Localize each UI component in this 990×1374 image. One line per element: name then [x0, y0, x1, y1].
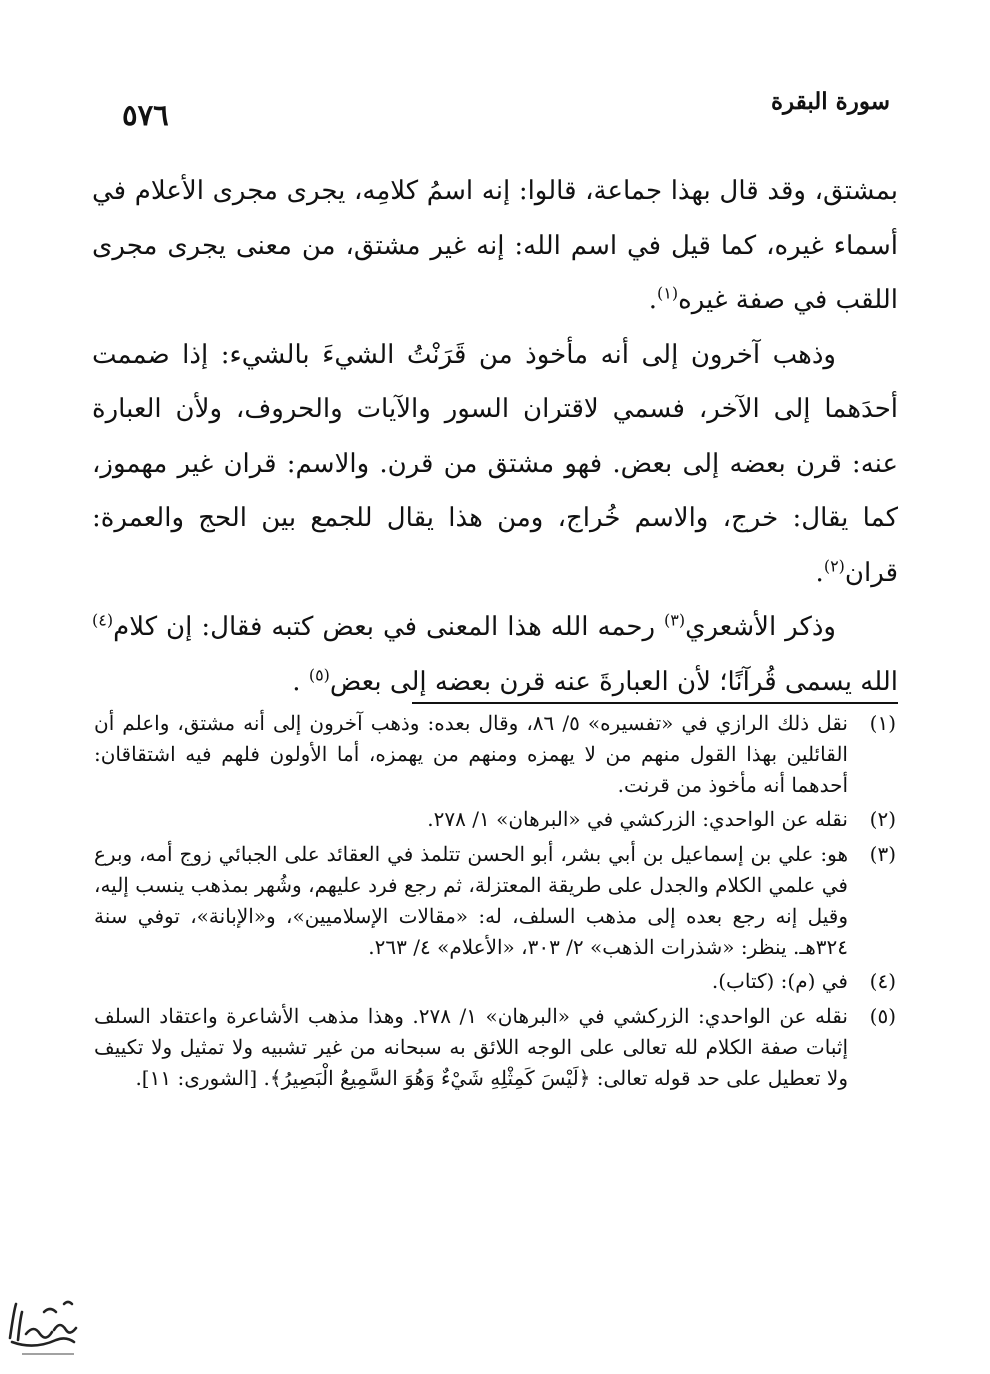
footnote-1: [94, 708, 896, 800]
paragraph-2: [92, 328, 898, 601]
paragraph-3-text-b: رحمه الله هذا المعنى في بعض كتبه فقال: إن كلام: [113, 612, 664, 642]
paragraph-1-end: .: [648, 285, 657, 315]
footnotes: [94, 708, 896, 1094]
paragraph-2-end: .: [815, 557, 824, 588]
paragraph-1-text: بمشتق، وقد قال بهذا جماعة، قالوا: إنه اسمُ كلامِه، يجرى مجرى الأعلام في أسماء غيره، كما قيل في اسم الله: إنه غير مشتق، من معنى يجرى مجرى اللقب في صفة غيره: [92, 176, 898, 315]
footnote-ref-4: (٤): [92, 610, 114, 630]
paragraph-3: [92, 600, 898, 709]
footnote-number: (٣): [869, 842, 896, 867]
main-text: [92, 164, 898, 709]
paragraph-2-text: وذهب آخرون إلى أنه مأخوذ من قَرَنْتُ الشيءَ بالشيء: إذا ضممت أحدَهما إلى الآخر، فسمي لاقتران السور والآيات والحروف، ولأن العبارة عنه: قرن بعضه إلى بعض. فهو مشتق من قرن. والاسم: قران غير مهموز، كما يقال: خرج، والاسم خُراج، ومن هذا يقال للجمع بين الحج والعمرة: قران: [92, 339, 898, 588]
footnote-number: (١): [869, 711, 896, 735]
footnote-ref-3: (٣): [664, 610, 686, 630]
footnote-text: في (م): (كتاب).: [711, 969, 848, 994]
footnote-text: هو: علي بن إسماعيل بن أبي بشر، أبو الحسن تتلمذ في العقائد على الجبائي زوج أمه، وبرع في علمي الكلام والجدل على طريقة المعتزلة، ثم رجع فرد عليهم، وشُهر بمذهب ينسب إليه، وقيل إنه رجع بعده إلى مذهب السلف، له: «مقالات الإسلاميين»، و«الإبانة»، توفي سنة ٣٢٤هـ. ينظر: «شذرات الذهب» ٢/ ٣٠٣، «الأعلام» ٤/ ٢٦٣.: [94, 842, 848, 959]
footnote-3: [94, 839, 896, 962]
footnote-divider: [412, 702, 898, 704]
paragraph-3-end: .: [292, 666, 309, 697]
footnote-ref-5: (٥): [308, 664, 330, 684]
footnote-ref-1: (١): [656, 283, 679, 303]
footnote-text: نقل ذلك الرازي في «تفسيره» ٥/ ٨٦، وقال بعده: وذهب آخرون إلى أنه مشتق، واعلم أن القائلين بهذا القول منهم من لا يهمزه ومنهم من يهمزه، أما الأولون فلهم فيه اشتقاقان: أحدهما أنه مأخوذ من قرنت.: [94, 711, 848, 797]
footnote-text: نقله عن الواحدي: الزركشي في «البرهان» ١/ ٢٧٨. وهذا مذهب الأشاعرة واعتقاد السلف إثبات صفة الكلام لله تعالى على الوجه اللائق به سبحانه من غير تشبيه ولا تمثيل ولا تكييف ولا تعطيل على حد قوله تعالى: ﴿لَيْسَ كَمِثْلِهِ شَيْءٌ وَهُوَ السَّمِيعُ الْبَصِيرُ﴾. [الشورى: ١١].: [94, 1004, 848, 1090]
paragraph-3-text-c: الله يسمى قُرآنًا؛ لأن العبارةَ عنه قرن بعضه إلى بعض: [329, 666, 898, 697]
footnote-5: [94, 1001, 896, 1093]
footnote-text: نقله عن الواحدي: الزركشي في «البرهان» ١/ ٢٧٨.: [427, 807, 848, 832]
footnote-number: (٢): [869, 807, 896, 832]
publisher-logo: [4, 1290, 82, 1362]
paragraph-1: [92, 164, 898, 328]
footnote-number: (٥): [869, 1004, 896, 1029]
page-number: ٥٧٦: [122, 98, 169, 132]
footnote-number: (٤): [869, 969, 896, 994]
footnote-2: [94, 804, 896, 835]
footnote-ref-2: (٢): [823, 555, 845, 575]
footnote-4: [94, 966, 896, 997]
paragraph-3-text-a: وذكر الأشعري: [685, 612, 836, 642]
surah-title: سورة البقرة: [770, 88, 890, 115]
